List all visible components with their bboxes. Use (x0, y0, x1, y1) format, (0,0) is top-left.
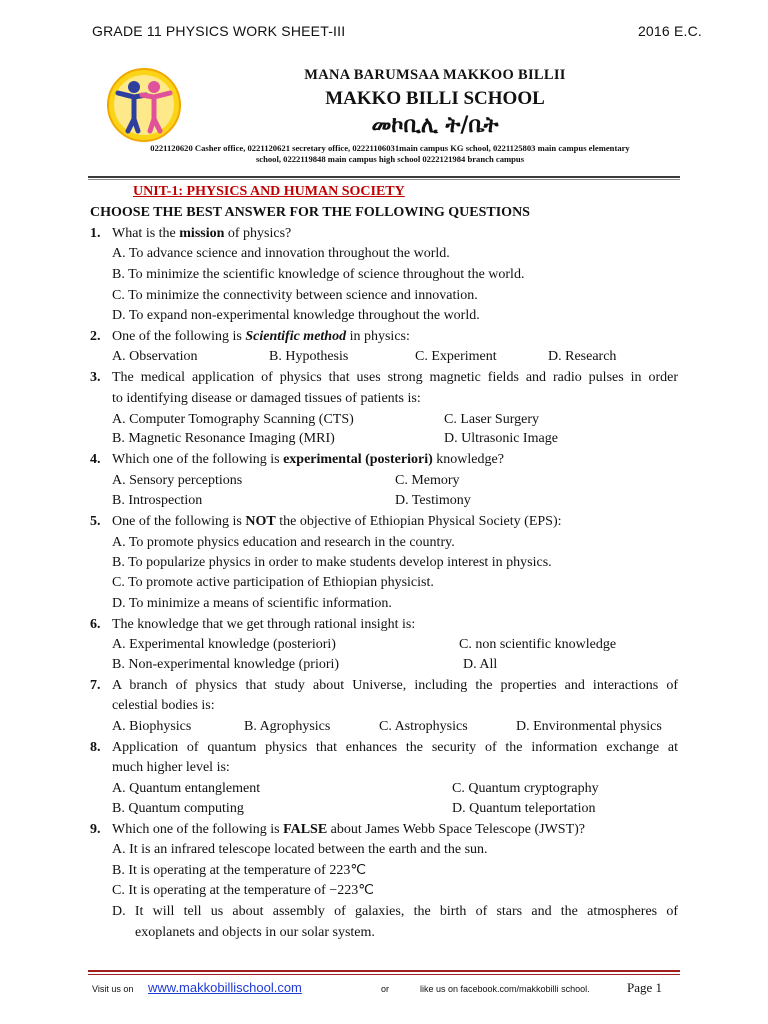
option: C. Laser Surgery (444, 412, 539, 427)
option: B. Magnetic Resonance Imaging (MRI) (112, 431, 335, 446)
question-text: What is the mission of physics? (112, 226, 292, 241)
question-text: A branch of physics that study about Universe, including the properties and interactions of (112, 678, 678, 693)
option: D. To minimize a means of scientific information. (112, 596, 392, 611)
option: B. Hypothesis (269, 349, 349, 364)
option: B. To popularize physics in order to make students develop interest in physics. (112, 555, 552, 570)
question-text: The medical application of physics that uses strong magnetic fields and radio pulses in order (112, 370, 678, 385)
option: B. It is operating at the temperature of 223℃ (112, 863, 367, 878)
option: C. Experiment (415, 349, 497, 364)
question-number: 2. (90, 329, 101, 344)
option: C. Memory (395, 473, 460, 488)
option: D. Quantum teleportation (452, 801, 596, 816)
question-number: 9. (90, 822, 101, 837)
question-text-cont: much higher level is: (112, 760, 230, 775)
running-header (92, 23, 702, 43)
question-number: 8. (90, 740, 101, 755)
school-name-amharic: መኮቢሊ ት/ቤት (371, 113, 499, 138)
option: B. Quantum computing (112, 801, 244, 816)
option: C. It is operating at the temperature of −223℃ (112, 883, 374, 898)
question-number: 7. (90, 678, 101, 693)
school-logo-icon (106, 67, 182, 143)
option: A. Quantum entanglement (112, 781, 261, 796)
option: A. Biophysics (112, 719, 192, 734)
option: D. Ultrasonic Image (444, 431, 558, 446)
option: B. Introspection (112, 493, 203, 508)
question-text: Which one of the following is experimental (posteriori) knowledge? (112, 452, 504, 467)
question-text: One of the following is NOT the objective of Ethiopian Physical Society (EPS): (112, 514, 562, 529)
option: D. Environmental physics (516, 719, 662, 734)
question-text: The knowledge that we get through rational insight is: (112, 617, 416, 632)
unit-title: UNIT-1: PHYSICS AND HUMAN SOCIETY (133, 184, 405, 199)
option-cont: exoplanets and objects in our solar system. (135, 925, 375, 940)
question-number: 3. (90, 370, 101, 385)
page-footer (0, 979, 768, 999)
question-number: 4. (90, 452, 101, 467)
option: C. To minimize the connectivity between science and innovation. (112, 288, 478, 303)
option: D. Testimony (395, 493, 471, 508)
question-text-cont: celestial bodies is: (112, 698, 215, 713)
option: D. To expand non-experimental knowledge throughout the world. (112, 308, 480, 323)
website-link[interactable]: www.makkobillischool.com (148, 980, 302, 995)
option: B. To minimize the scientific knowledge of science throughout the world. (112, 267, 525, 282)
option: A. Observation (112, 349, 198, 364)
school-name-oromo: MANA BARUMSAA MAKKOO BILLII (304, 67, 566, 83)
option: B. Non-experimental knowledge (priori) (112, 657, 340, 672)
option: C. Quantum cryptography (452, 781, 599, 796)
question-text: Which one of the following is FALSE about James Webb Space Telescope (JWST)? (112, 822, 586, 837)
option: A. To promote physics education and research in the country. (112, 535, 455, 550)
header-rule-thin (88, 179, 680, 180)
option: D. Research (548, 349, 617, 364)
option: D. All (463, 657, 498, 672)
option: C. To promote active participation of Ethiopian physicist. (112, 575, 434, 590)
option: A. Computer Tomography Scanning (CTS) (112, 412, 354, 427)
option: D. It will tell us about assembly of galaxies, the birth of stars and the atmospheres of (112, 904, 678, 919)
footer-or-text: or (381, 984, 390, 994)
question-text: Application of quantum physics that enhances the security of the information exchange at (112, 740, 678, 755)
academic-year: 2016 E.C. (637, 23, 702, 39)
question-number: 6. (90, 617, 101, 632)
question-number: 1. (90, 226, 101, 241)
question-text: One of the following is Scientific method in physics: (112, 329, 410, 344)
question-number: 5. (90, 514, 101, 529)
header-rule (88, 176, 680, 178)
option: A. To advance science and innovation throughout the world. (112, 246, 450, 261)
school-name-english: MAKKO BILLI SCHOOL (325, 88, 545, 109)
footer-facebook-text: like us on facebook.com/makkobilli school. (420, 984, 590, 994)
footer-rule (88, 970, 680, 972)
option: B. Agrophysics (244, 719, 331, 734)
contact-numbers: 0221120620 Casher office, 0221120621 secretary office, 02221106031main campus KG school, 0221125803 main campus elementary school, 0222119848 main campus high school 0222121984 branch campus (150, 143, 630, 164)
worksheet-title: GRADE 11 PHYSICS WORK SHEET-III (92, 23, 346, 39)
option: A. It is an infrared telescope located between the earth and the sun. (112, 842, 488, 857)
footer-rule-thin (88, 974, 680, 975)
page-number: Page 1 (627, 980, 663, 995)
option: C. non scientific knowledge (459, 637, 617, 652)
question-text-cont: to identifying disease or damaged tissues of patients is: (112, 391, 421, 406)
option: A. Sensory perceptions (112, 473, 243, 488)
option: A. Experimental knowledge (posteriori) (112, 637, 336, 652)
instruction-heading: CHOOSE THE BEST ANSWER FOR THE FOLLOWING QUESTIONS (90, 205, 530, 220)
footer-visit-text: Visit us on (92, 984, 134, 994)
option: C. Astrophysics (379, 719, 468, 734)
